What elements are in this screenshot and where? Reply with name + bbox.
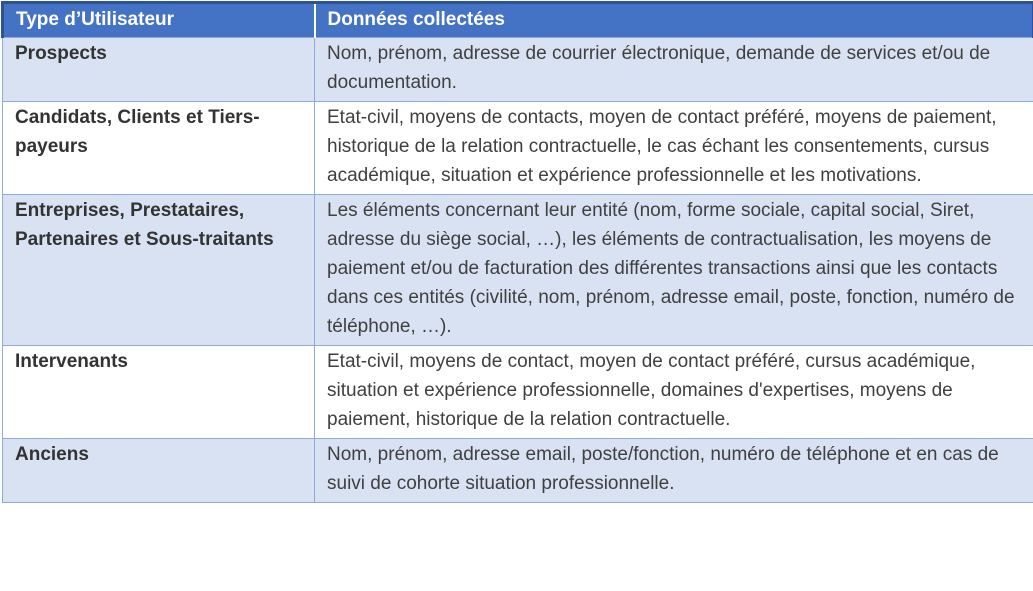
data-collected-cell: Etat-civil, moyens de contact, moyen de contact préféré, cursus académique, situation et expérience professionnelle, domaines d'expertises, moyens de paiement, historique de la relation contractuelle. [315, 346, 1033, 439]
table-row [3, 439, 1033, 503]
user-data-table [1, 1, 1033, 503]
column-header-data-collected: Données collectées [315, 3, 1033, 38]
user-type-cell: Entreprises, Prestataires, Partenaires et Sous-traitants [3, 195, 315, 346]
user-type-cell: Candidats, Clients et Tiers-payeurs [3, 102, 315, 195]
data-collected-cell: Nom, prénom, adresse email, poste/fonction, numéro de téléphone et en cas de suivi de cohorte situation professionnelle. [315, 439, 1033, 503]
user-type-cell: Intervenants [3, 346, 315, 439]
column-header-user-type: Type d’Utilisateur [3, 3, 315, 38]
data-collected-cell: Etat-civil, moyens de contacts, moyen de contact préféré, moyens de paiement, historique de la relation contractuelle, le cas échant les consentements, cursus académique, situation et expérience professionnelle et les motivations. [315, 102, 1033, 195]
data-collected-cell: Nom, prénom, adresse de courrier électronique, demande de services et/ou de documentation. [315, 38, 1033, 102]
user-type-cell: Anciens [3, 439, 315, 503]
user-type-cell: Prospects [3, 38, 315, 102]
table-row [3, 38, 1033, 102]
table-row [3, 195, 1033, 346]
data-collected-cell: Les éléments concernant leur entité (nom, forme sociale, capital social, Siret, adresse du siège social, …), les éléments de contractualisation, les moyens de paiement et/ou de facturation des différentes transactions ainsi que les contacts dans ces entités (civilité, nom, prénom, adresse email, poste, fonction, numéro de téléphone, …). [315, 195, 1033, 346]
table-header-row [3, 3, 1033, 38]
table-row [3, 102, 1033, 195]
table-row [3, 346, 1033, 439]
